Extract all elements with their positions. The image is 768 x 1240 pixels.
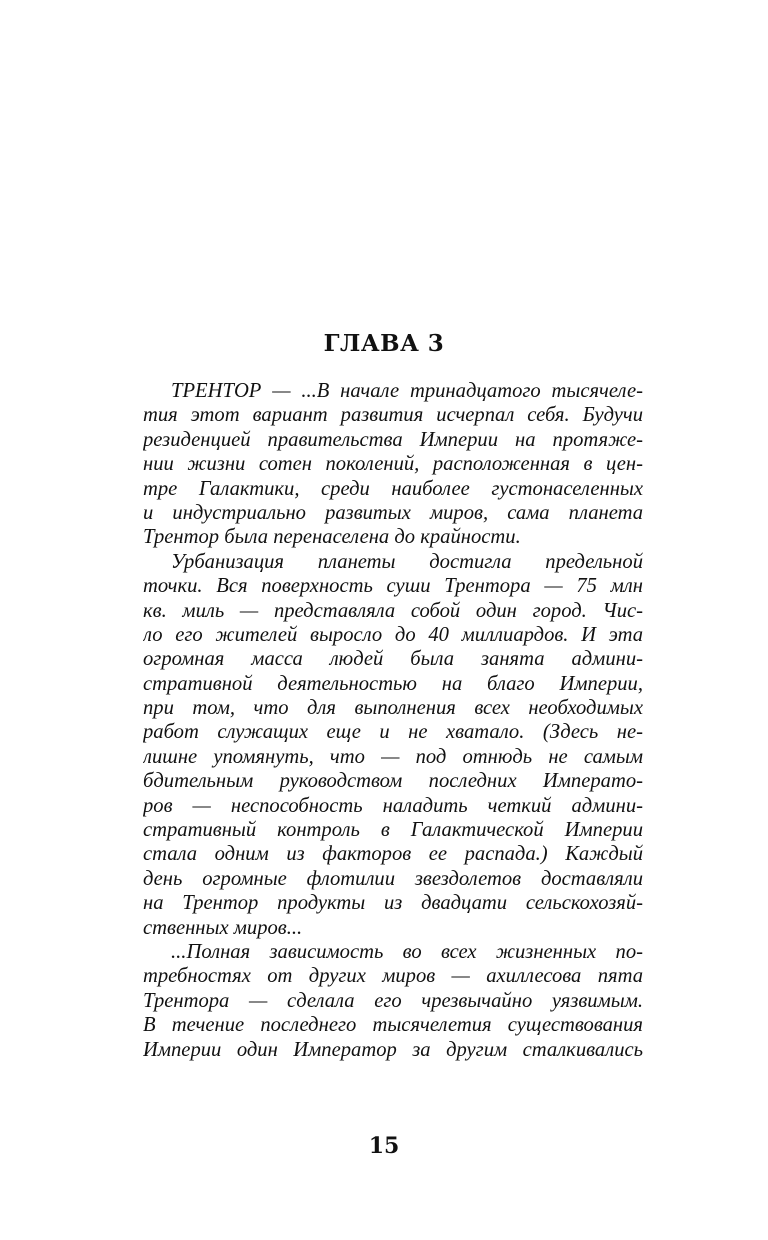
text-line: ло его жителей выросло до 40 миллиардов. И эта	[143, 623, 643, 646]
text-line: бдительным руководством последних Императо-	[143, 770, 643, 793]
text-line: Империи один Император за другим сталкивались	[143, 1038, 643, 1061]
chapter-title: ГЛАВА 3	[323, 330, 445, 357]
text-line: и индустриально развитых миров, сама планета	[143, 501, 643, 524]
text-line: огромная масса людей была занята админи-	[143, 648, 643, 671]
text-line: Трентор была перенаселена до крайности.	[143, 526, 521, 549]
text-line: лишне упомянуть, что — под отнюдь не самым	[143, 745, 643, 768]
text-line: стала одним из факторов ее распада.) Каждый	[143, 843, 643, 866]
body-text	[143, 379, 643, 1062]
text-line: ров — неспособность наладить четкий админи-	[143, 794, 643, 817]
text-line: ственных миров...	[143, 916, 303, 939]
text-line: на Трентор продукты из двадцати сельскохозяй-	[143, 892, 643, 915]
text-line: В течение последнего тысячелетия существования	[143, 1014, 643, 1037]
page-number: 15	[368, 1133, 400, 1159]
text-line: день огромные флотилии звездолетов доставляли	[143, 867, 643, 890]
text-line: Трентора — сделала его чрезвычайно уязвимым.	[143, 989, 643, 1012]
text-line: работ служащих еще и не хватало. (Здесь не-	[143, 721, 643, 744]
text-line: требностях от других миров — ахиллесова пята	[143, 965, 643, 988]
text-line: резиденцией правительства Империи на протяже-	[143, 428, 643, 451]
text-line: тре Галактики, среди наиболее густонаселенных	[143, 477, 643, 500]
text-line: стративной деятельностью на благо Империи,	[143, 672, 643, 695]
text-line: точки. Вся поверхность суши Трентора — 75 млн	[143, 575, 643, 598]
text-line: при том, что для выполнения всех необходимых	[143, 697, 643, 720]
text-line: кв. миль — представляла собой один город. Чис-	[143, 599, 643, 622]
text-line: нии жизни сотен поколений, расположенная в цен-	[143, 453, 643, 476]
text-line: ...Полная зависимость во всех жизненных по-	[171, 940, 643, 963]
text-line: тия этот вариант развития исчерпал себя. Будучи	[143, 404, 643, 427]
text-line: Урбанизация планеты достигла предельной	[171, 550, 643, 573]
text-line: стративный контроль в Галактической Империи	[143, 819, 643, 842]
text-line: ТРЕНТОР — ...В начале тринадцатого тысячеле-	[171, 380, 643, 402]
